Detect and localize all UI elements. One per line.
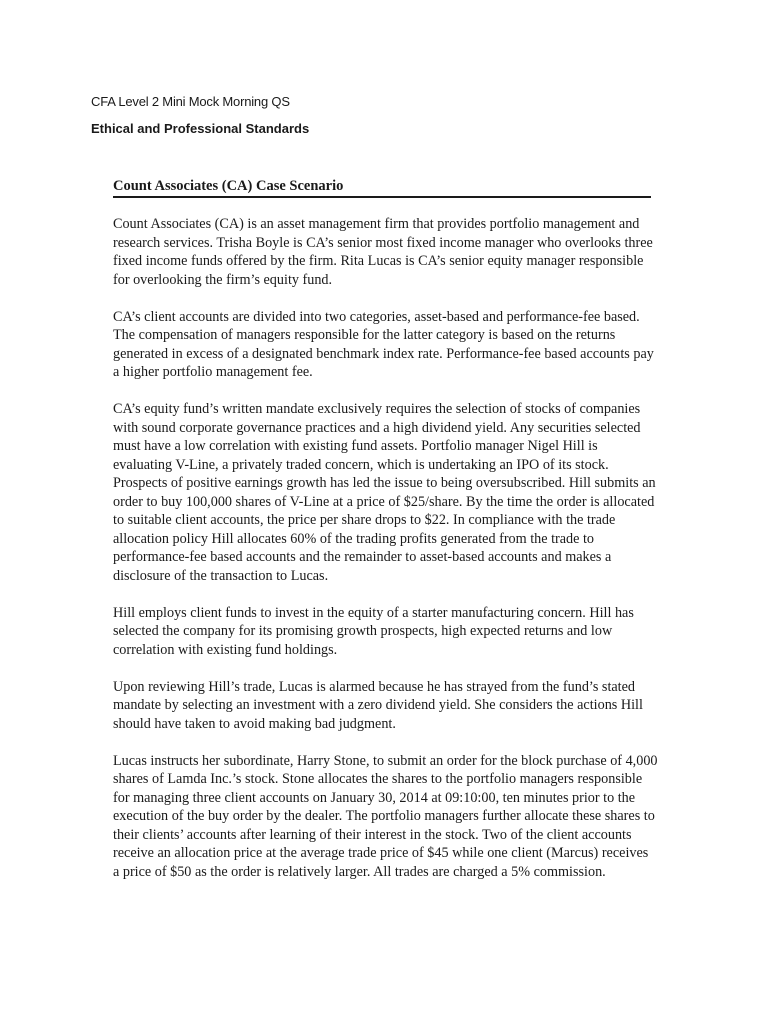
document-title: CFA Level 2 Mini Mock Morning QS [91, 94, 290, 109]
paragraph-lucas-review: Upon reviewing Hill’s trade, Lucas is alarmed because he has strayed from the fund’s stated mandate by selecting an investment with a zero dividend yield. She considers the actions Hill should have taken to avoid making bad judgment. [113, 678, 643, 732]
case-scenario-heading: Count Associates (CA) Case Scenario [113, 178, 651, 198]
section-title: Ethical and Professional Standards [91, 121, 310, 136]
paragraph-equity-mandate: CA’s equity fund’s written mandate exclusively requires the selection of stocks of companies with sound corporate governance practices and a high dividend yield. Any securities selected must have a low correlation with existing fund assets. Portfolio manager Nigel Hill is evaluating V-Line, a privately traded concern, which is undertaking an IPO of its stock. Prospects of positive earnings growth has led the issue to being oversubscribed. Hill submits an order to buy 100,000 shares of V-Line at a price of $25/share. By the time the order is allocated to suitable client accounts, the price per share drops to $22. In compliance with the trade allocation policy Hill allocates 60% of the trading profits generated from the trade to performance-fee based accounts and the remainder to asset-based accounts and makes a disclosure of the transaction to Lucas. [113, 401, 656, 584]
paragraph-firm-overview: Count Associates (CA) is an asset management firm that provides portfolio management and research services. Trisha Boyle is CA’s senior most fixed income manager who overlooks three fixed income funds offered by the firm. Rita Lucas is CA’s senior equity manager responsible for overlooking the firm’s equity fund. [113, 216, 653, 288]
paragraph-starter-investment: Hill employs client funds to invest in the equity of a starter manufacturing concern. Hill has selected the company for its promising growth prospects, high expected returns and low correlation with existing fund holdings. [113, 604, 634, 658]
case-scenario-body [113, 215, 658, 900]
paragraph-client-accounts: CA’s client accounts are divided into two categories, asset-based and performance-fee based. The compensation of managers responsible for the latter category is based on the returns generated in excess of a designated benchmark index rate. Performance-fee based accounts pay a higher portfolio management fee. [113, 308, 654, 380]
paragraph-block-purchase: Lucas instructs her subordinate, Harry Stone, to submit an order for the block purchase of 4,000 shares of Lamda Inc.’s stock. Stone allocates the shares to the portfolio managers responsible for managing three client accounts on January 30, 2014 at 09:10:00, ten minutes prior to the execution of the buy order by the dealer. The portfolio managers further allocate these shares to their clients’ accounts after learning of their interest in the stock. Two of the client accounts receive an allocation price at the average trade price of $45 while one client (Marcus) receives a price of $50 as the order is relatively larger. All trades are charged a 5% commission. [113, 752, 658, 880]
